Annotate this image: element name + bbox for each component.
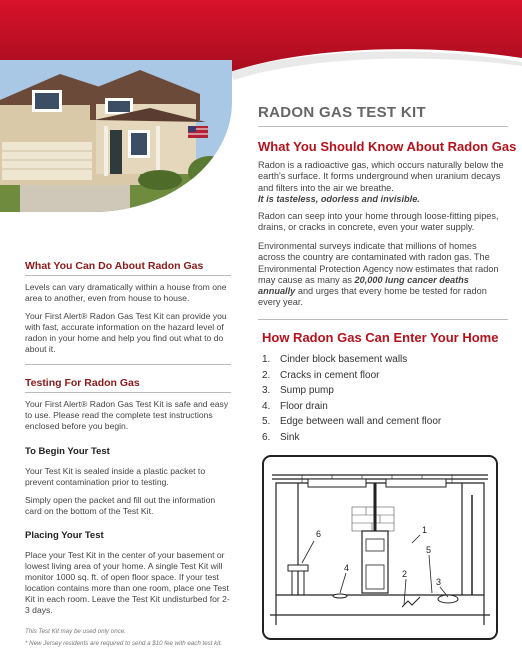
title-divider [258,126,508,127]
know-para-2: Radon can seep into your home through loose-fitting pipes, drains, or cracks in concrete, even your water supply. [258,211,499,233]
know-para-1-emphasis: It is tasteless, odorless and invisible. [258,193,420,204]
diagram-label-4: 4 [344,563,350,573]
begin-heading: To Begin Your Test [25,446,110,457]
diagram-label-1: 1 [422,525,428,535]
list-item [262,399,441,415]
diagram-label-3: 3 [436,577,442,587]
can-do-para-1: Levels can vary dramatically within a house from one area to another, even from house to house. [25,282,227,303]
diagram-label-2: 2 [402,569,408,579]
list-item-label: Sink [280,431,300,443]
list-item [262,352,441,368]
list-item-label: Cracks in cement floor [280,369,380,381]
entry-points-list [262,352,441,446]
list-item-number: 1. [262,354,271,365]
list-item [262,368,441,384]
diagram-label-5: 5 [426,545,432,555]
list-item [262,414,441,430]
list-item [262,383,441,399]
footnote-new-jersey: * New Jersey residents are required to send a $10 fee with each test kit. [25,640,223,647]
know-para-3-emphasis: 20,000 lung cancer deaths annually [258,274,469,297]
list-item [262,430,441,446]
enter-heading: How Radon Gas Can Enter Your Home [262,330,499,345]
list-item-label: Sump pump [280,385,334,397]
begin-para-2: Simply open the packet and fill out the information card on the bottom of the Test Kit. [25,495,216,516]
know-para-3 [258,241,504,309]
know-para-1-text: Radon is a radioactive gas, which occurs naturally below the earth's surface. It forms underground when uranium decays and filters into the air we breathe. [258,160,504,193]
house-photo [0,60,232,212]
know-heading: What You Should Know About Radon Gas [258,139,517,154]
left-divider-1 [25,275,231,276]
list-item-number: 6. [262,431,271,443]
know-divider [258,319,508,320]
testing-para: Your First Alert® Radon Gas Test Kit is safe and easy to use. Please read the complete test instructions enclosed before you begin. [25,399,229,431]
know-para-3-tail: and urges that every home be tested for radon every year. [258,286,487,308]
basement-diagram [262,455,498,640]
diagram-label-6: 6 [316,529,322,539]
left-divider-3 [25,392,231,393]
list-item-number: 4. [262,400,271,412]
what-you-can-do-heading: What You Can Do About Radon Gas [25,260,204,272]
list-item-label: Floor drain [280,400,328,412]
begin-para-1: Your Test Kit is sealed inside a plastic packet to prevent contamination prior to testing. [25,466,206,487]
know-para-1 [258,160,504,205]
kit-title: RADON GAS TEST KIT [258,104,426,121]
list-item-number: 5. [262,416,271,428]
placing-para: Place your Test Kit in the center of your basement or lowest living area of your home. A single Test Kit will monitor 1000 sq. ft. of open floor space. If your test location contains more than one room, place one Test Kit in each room. Leave the Test Kit undisturbed for 2-3 days. [25,550,230,615]
know-para-3-lead: Environmental surveys indicate that millions of homes across the country are contaminated with radon gas. The Environmental Protection Agency now estimates that radon may cause as many as [258,241,499,285]
list-item-number: 3. [262,385,271,397]
testing-heading: Testing For Radon Gas [25,377,140,389]
placing-heading: Placing Your Test [25,530,104,541]
left-divider-2 [25,364,231,365]
list-item-label: Edge between wall and cement floor [280,416,442,428]
can-do-para-2: Your First Alert® Radon Gas Test Kit can provide you with fast, accurate information on the hazard level of radon in your home and help you find out what to do about it. [25,311,227,354]
list-item-number: 2. [262,369,271,381]
list-item-label: Cinder block basement walls [280,354,408,365]
footnote-single-use: This Test Kit may be used only once. [25,628,126,635]
